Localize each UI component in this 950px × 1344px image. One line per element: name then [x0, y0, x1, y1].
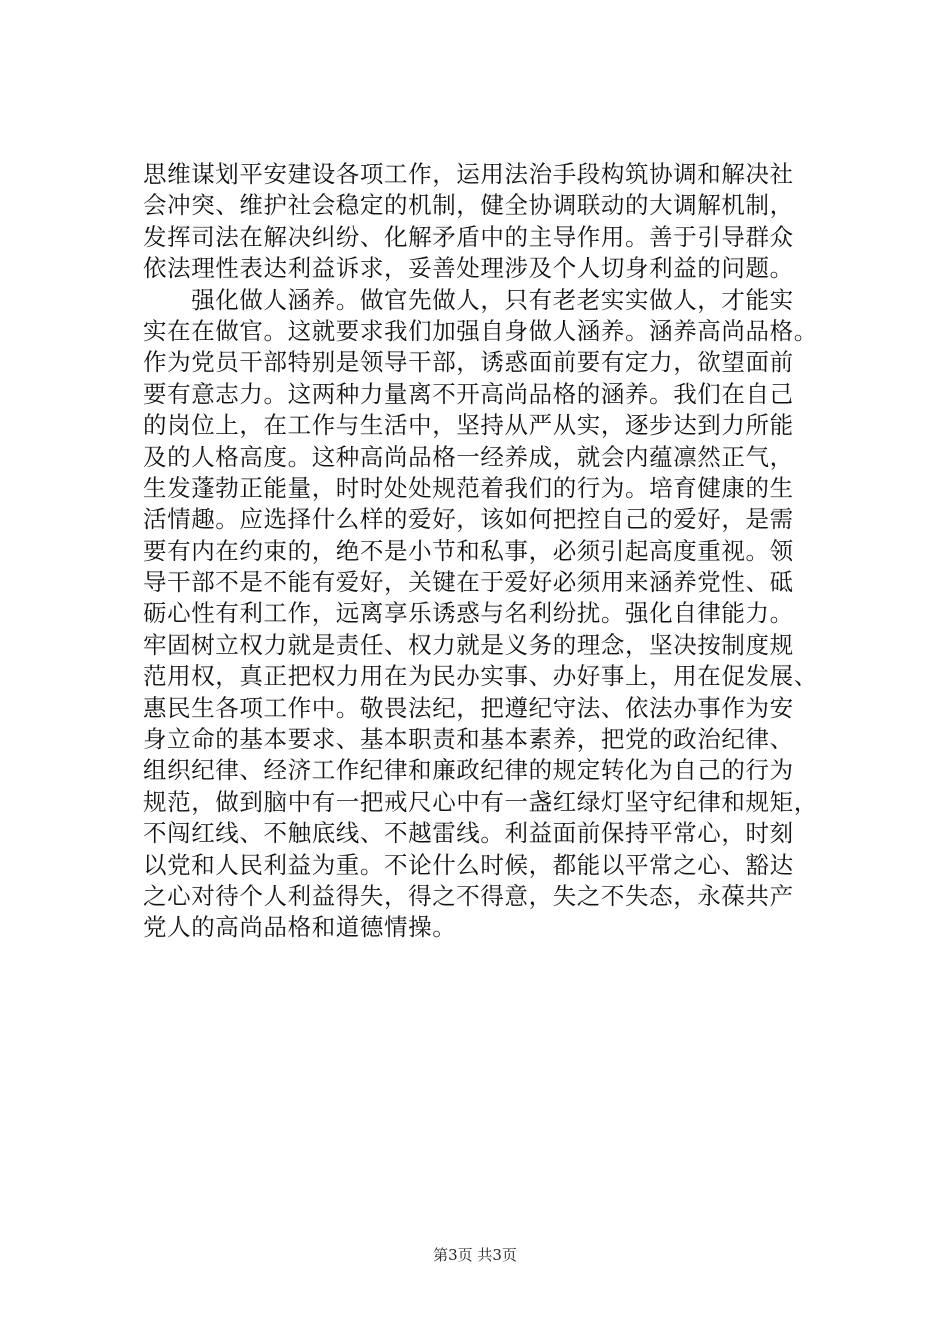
text-line: 不闯红线、不触底线、不越雷线。利益面前保持平常心，时刻: [143, 819, 794, 848]
text-line: 党人的高尚品格和道德情操。: [143, 913, 457, 942]
text-line: 强化做人涵养。做官先做人，只有老老实实做人，才能实: [143, 285, 794, 314]
text-line: 牢固树立权力就是责任、权力就是义务的理念，坚决按制度规: [143, 630, 794, 659]
text-line: 惠民生各项工作中。敬畏法纪，把遵纪守法、依法办事作为安: [143, 693, 794, 722]
text-line: 范用权，真正把权力用在为民办实事、办好事上，用在促发展、: [143, 662, 818, 691]
text-line: 之心对待个人利益得失，得之不得意，失之不失态，永葆共产: [143, 881, 794, 910]
text-line: 要有意志力。这两种力量离不开高尚品格的涵养。我们在自己: [143, 379, 794, 408]
text-line: 生发蓬勃正能量，时时处处规范着我们的行为。培育健康的生: [143, 473, 794, 502]
text-line: 思维谋划平安建设各项工作，运用法治手段构筑协调和解决社: [143, 160, 794, 188]
text-line: 的岗位上，在工作与生活中，坚持从严从实，逐步达到力所能: [143, 411, 794, 440]
text-line: 依法理性表达利益诉求，妥善处理涉及个人切身利益的问题。: [143, 254, 794, 283]
text-line: 作为党员干部特别是领导干部，诱惑面前要有定力，欲望面前: [143, 348, 794, 377]
text-line: 导干部不是不能有爱好，关键在于爱好必须用来涵养党性、砥: [143, 568, 794, 597]
text-line: 组织纪律、经济工作纪律和廉政纪律的规定转化为自己的行为: [143, 756, 794, 785]
page-number-footer: 第3页 共3页: [433, 1246, 517, 1264]
text-line: 会冲突、维护社会稳定的机制，健全协调联动的大调解机制，: [143, 191, 794, 220]
text-line: 活情趣。应选择什么样的爱好，该如何把控自己的爱好，是需: [143, 505, 794, 534]
body-text: [143, 159, 863, 944]
text-line: 要有内在约束的，绝不是小节和私事，必须引起高度重视。领: [143, 536, 794, 565]
text-line: 身立命的基本要求、基本职责和基本素养，把党的政治纪律、: [143, 725, 794, 754]
text-line: 及的人格高度。这种高尚品格一经养成，就会内蕴凛然正气，: [143, 442, 794, 471]
text-line: 以党和人民利益为重。不论什么时候，都能以平常之心、豁达: [143, 850, 794, 879]
text-line: 规范，做到脑中有一把戒尺心中有一盏红绿灯坚守纪律和规矩，: [143, 787, 818, 816]
text-line: 发挥司法在解决纠纷、化解矛盾中的主导作用。善于引导群众: [143, 222, 794, 251]
text-line: 砺心性有利工作，远离享乐诱惑与名利纷扰。强化自律能力。: [143, 599, 794, 628]
text-line: 实在在做官。这就要求我们加强自身做人涵养。涵养高尚品格。: [143, 316, 818, 345]
